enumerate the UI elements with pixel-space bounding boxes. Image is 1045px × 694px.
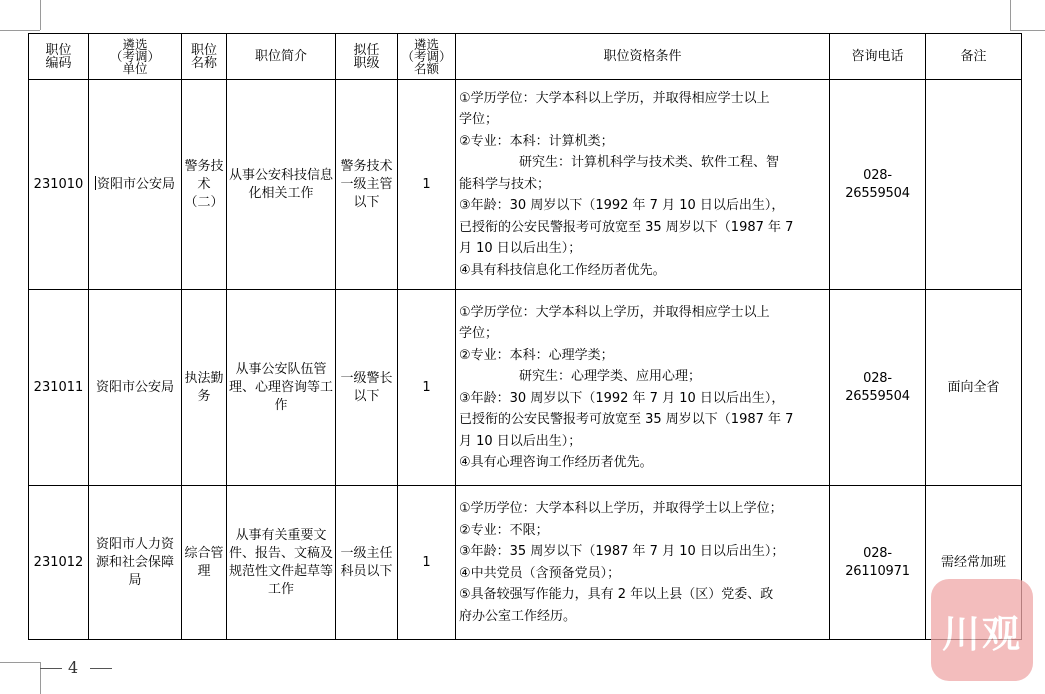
cell-requirements — [456, 290, 830, 486]
req-line: 府办公室工作经历。 — [459, 608, 577, 624]
header-name — [182, 34, 227, 80]
table-header-row — [29, 34, 1022, 80]
cell-code: 231010 — [29, 80, 89, 290]
cell-level: 一级主任科员以下 — [336, 486, 398, 640]
req-line: ②专业：本科：计算机类； — [459, 133, 614, 149]
table-row — [29, 80, 1022, 290]
text-cursor — [95, 176, 96, 190]
header-quota-text: 遴选 （考调） 名额 — [401, 36, 452, 76]
req-line: 学位； — [459, 112, 499, 128]
req-line: ①学历学位：大学本科以上学历，并取得相应学士以上 — [459, 90, 770, 106]
crop-mark-top-right-v — [1010, 0, 1011, 30]
header-note — [926, 34, 1022, 80]
cell-unit: 资阳市公安局 — [89, 290, 182, 486]
cell-note: 面向全省 — [926, 290, 1022, 486]
req-line: ⑤具备较强写作能力，具有 2 年以上县（区）党委、政 — [459, 587, 774, 602]
header-note-text: 备注 — [960, 49, 987, 64]
req-line: 研究生：计算机科学与技术类、软件工程、智 — [519, 155, 780, 171]
cell-level: 警务技术一级主管以下 — [336, 80, 398, 290]
cell-note: 需经常加班 — [926, 486, 1022, 640]
req-line: 已授衔的公安民警报考可放宽至 35 周岁以下（1987 年 7 — [459, 219, 794, 235]
cell-quota: 1 — [398, 80, 456, 290]
cell-phone: 028-26559504 — [830, 290, 926, 486]
crop-mark-top-left-h — [0, 30, 40, 31]
header-intro — [227, 34, 336, 80]
req-line: 能科学与技术； — [459, 176, 551, 192]
cell-intro: 从事公安队伍管理、心理咨询等工作 — [227, 290, 336, 486]
crop-mark-bottom-left-v — [40, 662, 41, 694]
req-line: ③年龄：30 周岁以下（1992 年 7 月 10 日以后出生）， — [459, 198, 785, 214]
cell-quota: 1 — [398, 486, 456, 640]
req-line: 月 10 日以后出生）； — [459, 241, 582, 257]
cell-unit: 资阳市人力资源和社会保障局 — [89, 486, 182, 640]
cell-requirements — [456, 80, 830, 290]
position-table — [28, 33, 1022, 640]
cell-unit-text: 资阳市公安局 — [96, 176, 175, 192]
req-line: ④中共党员（含预备党员）； — [459, 565, 621, 581]
table-row — [29, 486, 1022, 640]
cell-intro: 从事有关重要文件、报告、文稿及规范性文件起草等工作 — [227, 486, 336, 640]
cell-name: 执法勤务 — [182, 290, 227, 486]
cell-phone: 028-26110971 — [830, 486, 926, 640]
header-name-text: 职位 名称 — [190, 42, 217, 71]
header-unit-text: 遴选 （考调） 单位 — [109, 36, 160, 76]
crop-mark-top-right-h — [1010, 30, 1045, 31]
header-unit — [89, 34, 182, 80]
req-line: ④具有科技信息化工作经历者优先。 — [459, 262, 666, 278]
cell-note — [926, 80, 1022, 290]
req-line: ②专业：不限； — [459, 522, 549, 538]
req-line: 学位； — [459, 326, 499, 341]
header-phone — [830, 34, 926, 80]
cell-unit — [89, 80, 182, 290]
header-requirements — [456, 34, 830, 80]
req-line: ①学历学位：大学本科以上学历，并取得学士以上学位； — [459, 501, 783, 516]
cell-name: 警务技术（二） — [182, 80, 227, 290]
header-phone-text: 咨询电话 — [851, 49, 904, 64]
header-level — [336, 34, 398, 80]
header-intro-text: 职位简介 — [254, 49, 307, 64]
req-line: 研究生：心理学类、应用心理； — [519, 369, 702, 384]
cell-requirements — [456, 486, 830, 640]
header-req-text: 职位资格条件 — [603, 49, 682, 64]
header-quota — [398, 34, 456, 80]
table-row — [29, 290, 1022, 486]
req-line: 已授衔的公安民警报考可放宽至 35 周岁以下（1987 年 7 — [459, 412, 794, 427]
cell-name: 综合管理 — [182, 486, 227, 640]
crop-mark-bottom-left-h — [0, 662, 40, 663]
req-line: ③年龄：30 周岁以下（1992 年 7 月 10 日以后出生）， — [459, 390, 785, 406]
cell-phone: 028-26559504 — [830, 80, 926, 290]
req-line: ①学历学位：大学本科以上学历，并取得相应学士以上 — [459, 304, 770, 320]
cell-quota: 1 — [398, 290, 456, 486]
header-code — [29, 34, 89, 80]
watermark-logo — [931, 579, 1033, 681]
page-number-dash-right — [90, 668, 112, 669]
watermark-text: 川观 — [941, 610, 1022, 656]
header-code-text: 职位 编码 — [45, 42, 72, 71]
req-line: ③年龄：35 周岁以下（1987 年 7 月 10 日以后出生）； — [459, 544, 785, 559]
cell-level: 一级警长以下 — [336, 290, 398, 486]
cell-intro: 从事公安科技信息化相关工作 — [227, 80, 336, 290]
cell-code: 231011 — [29, 290, 89, 486]
page-number: 4 — [68, 658, 79, 677]
crop-mark-top-left-v — [40, 0, 41, 30]
cell-code: 231012 — [29, 486, 89, 640]
req-line: 月 10 日以后出生）； — [459, 433, 582, 449]
req-line: ④具有心理咨询工作经历者优先。 — [459, 455, 653, 470]
header-level-text: 拟任 职级 — [353, 42, 380, 71]
req-line: ②专业：本科：心理学类； — [459, 347, 614, 363]
page-number-dash-left — [40, 668, 62, 669]
